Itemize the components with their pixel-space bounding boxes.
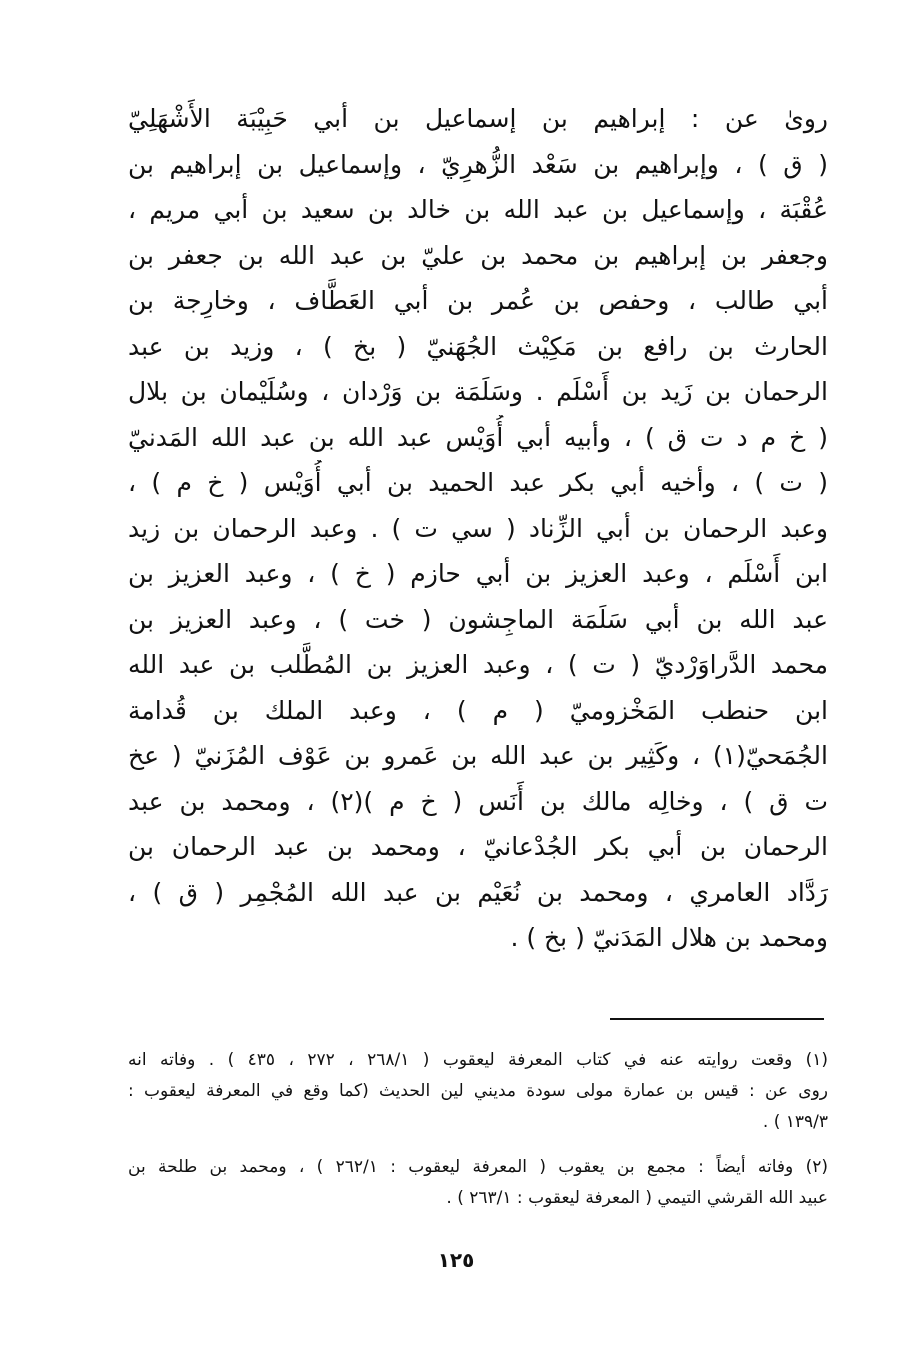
text-line: محمد الدَّراوَرْديّ ( ت ) ، وعبد العزيز بن المُطَّلب بن عبد الله	[128, 650, 828, 679]
footnote-separator	[610, 1018, 824, 1020]
text-line: عبد الله بن أبي سَلَمَة الماجِشون ( خت ) ، وعبد العزيز بن	[128, 604, 828, 634]
text-line: وجعفر بن إبراهيم بن محمد بن عليّ بن عبد الله بن جعفر بن	[128, 240, 828, 270]
footnote-line: عبيد الله القرشي التيمي ( المعرفة ليعقوب : ٢٦٣/١ ) .	[446, 1188, 828, 1208]
page-number: ١٢٥	[437, 1248, 475, 1272]
footnote-gap	[128, 1138, 828, 1152]
text-line: ابن أَسْلَم ، وعبد العزيز بن أبي حازم ( خ ) ، وعبد العزيز بن	[128, 559, 828, 588]
text-line: رَدَّاد العامري ، ومحمد بن نُعَيْم بن عبد الله المُجْمِر ( ق ) ،	[128, 877, 828, 907]
footnote-line: (٢) وفاته أيضاً : مجمع بن يعقوب ( المعرفة ليعقوب : ٢٦٢/١ ) ، ومحمد بن طلحة بن	[128, 1157, 828, 1177]
text-line: الرحمان بن زَيد بن أَسْلَم . وسَلَمَة بن وَرْدان ، وسُلَيْمان بن بلال	[128, 377, 828, 406]
text-line: أبي طالب ، وحفص بن عُمر بن أبي العَطَّاف ، وخارِجة بن	[128, 286, 828, 315]
footnote-line: روى عن : قيس بن عمارة مولى سودة مديني لين الحديث (كما وقع في المعرفة ليعقوب :	[128, 1081, 828, 1101]
text-line: الجُمَحيّ(١) ، وكَثِير بن عبد الله بن عَمرو بن عَوْف المُزَنيّ ( عخ	[128, 741, 828, 770]
text-line: ومحمد بن هلال المَدَنيّ ( بخ ) .	[510, 923, 828, 952]
text-line: وعبد الرحمان بن أبي الزِّناد ( سي ت ) . وعبد الرحمان بن زيد	[128, 513, 828, 543]
text-line: عُقْبَة ، وإسماعيل بن عبد الله بن خالد بن سعيد بن أبي مريم ،	[128, 195, 828, 224]
footnote-2	[128, 1152, 828, 1214]
text-line: ( ق ) ، وإبراهيم بن سَعْد الزُّهرِيّ ، وإسماعيل بن إبراهيم بن	[128, 149, 828, 179]
main-text-block	[128, 96, 828, 961]
footnote-line: ١٣٩/٣ ) .	[762, 1112, 828, 1132]
text-line: ابن حنطب المَخْزوميّ ( م ) ، وعبد الملك بن قُدامة	[128, 695, 828, 725]
text-line: الرحمان بن أبي بكر الجُدْعانيّ ، ومحمد بن عبد الرحمان بن	[128, 832, 828, 861]
text-line: ت ق ) ، وخالِه مالك بن أَنَس ( خ م )(٢) ، ومحمد بن عبد	[128, 786, 828, 816]
text-line: ( خ م د ت ق ) ، وأبيه أبي أُوَيْس عبد الله بن عبد الله المَدنيّ	[128, 422, 828, 452]
text-line: ( ت ) ، وأخيه أبي بكر عبد الحميد بن أبي أُوَيْس ( خ م ) ،	[128, 468, 828, 497]
text-line: رویٰ عن : إبراهيم بن إسماعيل بن أبي حَبِيْبَة الأَشْهَلِيّ	[128, 104, 828, 133]
text-line: الحارث بن رافع بن مَكِيْث الجُهَنيّ ( بخ ) ، وزيد بن عبد	[128, 331, 828, 361]
footnotes-block	[128, 1045, 828, 1214]
footnote-line: (١) وقعت روايته عنه في كتاب المعرفة ليعقوب ( ٢٦٨/١ ، ٢٧٢ ، ٤٣٥ ) . وفاته انه	[128, 1050, 828, 1070]
footnote-1	[128, 1045, 828, 1138]
